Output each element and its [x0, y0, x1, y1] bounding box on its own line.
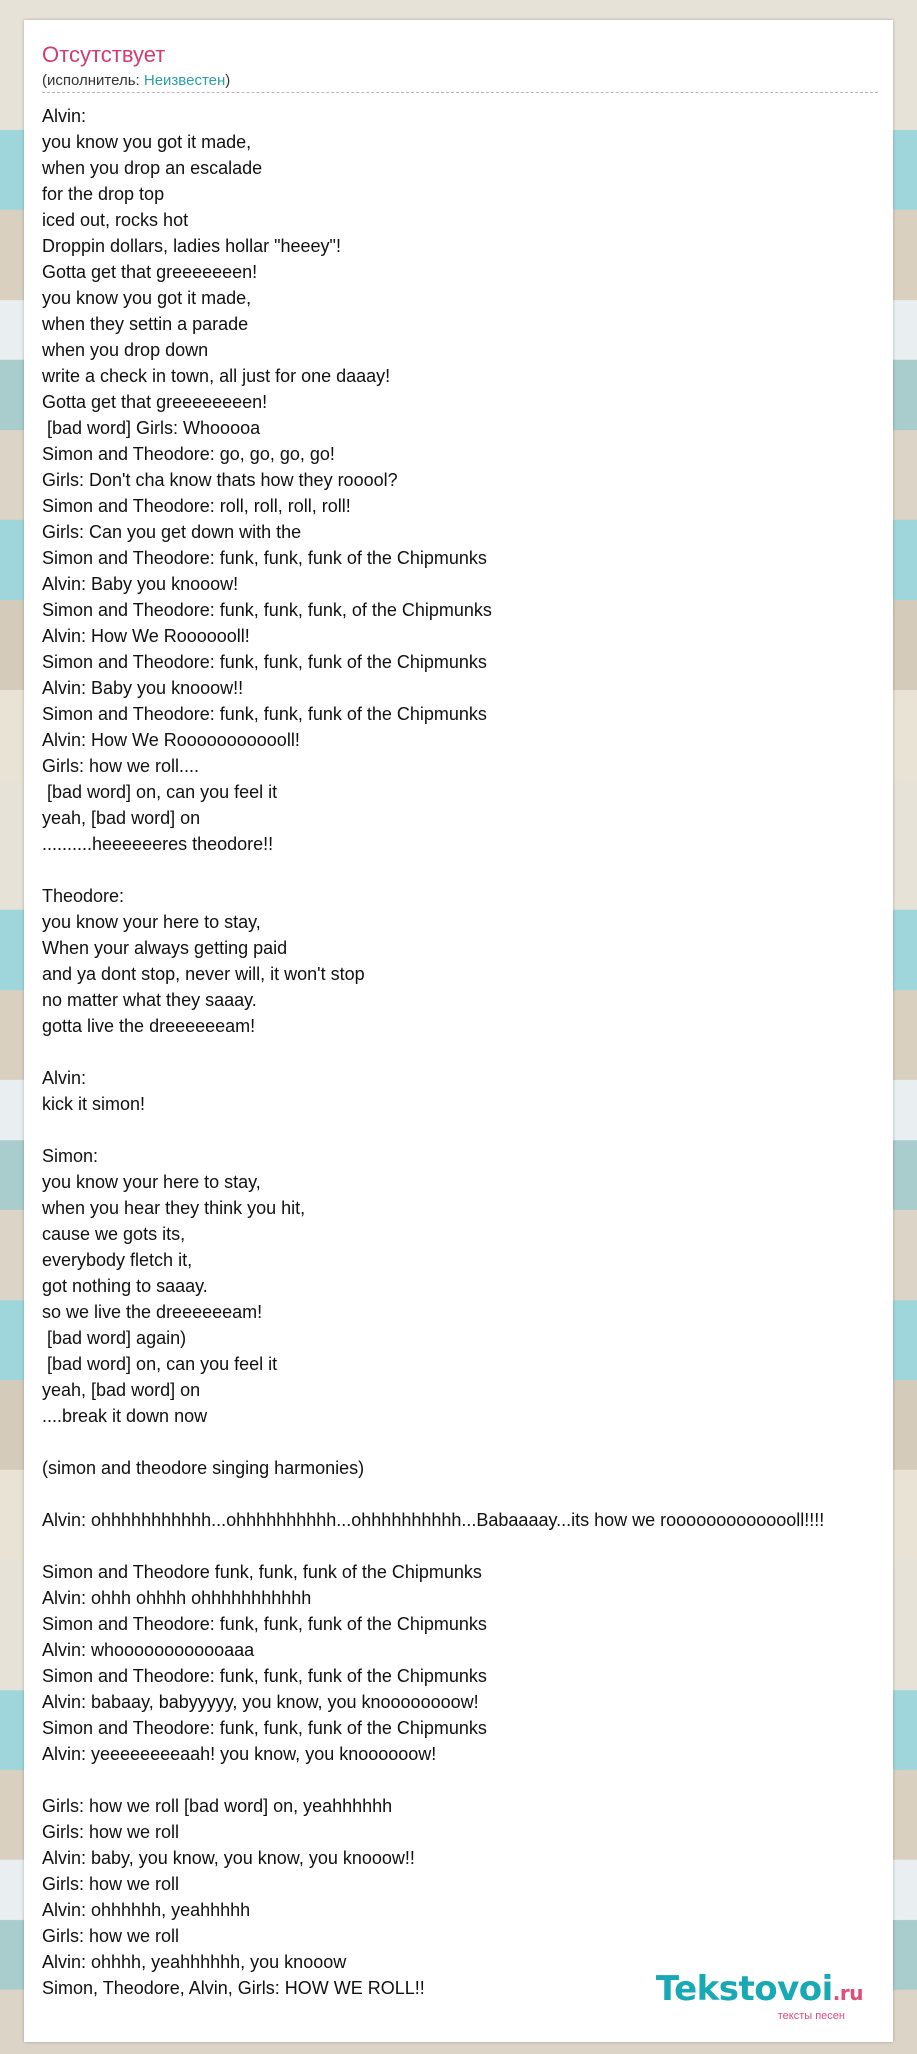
lyric-line	[42, 1533, 917, 1559]
lyric-line: everybody fletch it,	[42, 1250, 193, 1270]
lyric-line: for the drop top	[42, 184, 165, 204]
lyric-line	[42, 1039, 917, 1065]
lyric-line: Gotta get that greeeeeeeen!	[42, 392, 268, 412]
lyric-line: you know your here to stay,	[42, 912, 261, 932]
lyric-line: you know you got it made,	[42, 132, 252, 152]
lyric-line: ....break it down now	[42, 1406, 208, 1426]
lyric-line: Alvin: ohhh ohhhh ohhhhhhhhhhh	[42, 1588, 312, 1608]
lyric-line: [bad word] on, can you feel it	[42, 1354, 278, 1374]
lyric-line: Simon and Theodore: funk, funk, funk of the Chipmunks	[42, 1614, 487, 1634]
lyric-line: yeah, [bad word] on	[42, 808, 201, 828]
lyric-line: when you drop down	[42, 340, 209, 360]
lyric-line: when you hear they think you hit,	[42, 1198, 306, 1218]
lyric-line: Alvin: ohhhh, yeahhhhhh, you knooow	[42, 1952, 347, 1972]
lyric-line: you know your here to stay,	[42, 1172, 261, 1192]
lyric-line: Alvin: yeeeeeeeeaah! you know, you knoooooow!	[42, 1744, 437, 1764]
lyric-line: iced out, rocks hot	[42, 210, 189, 230]
artist-link[interactable]: Неизвестен	[143, 72, 226, 89]
lyric-line: Droppin dollars, ladies hollar "heeey"!	[42, 236, 341, 256]
lyric-line: Girls: how we roll	[42, 1874, 180, 1894]
logo-tagline: тексты песен	[777, 2010, 845, 2022]
lyric-line: write a check in town, all just for one daaay!	[42, 366, 391, 386]
lyric-line: Gotta get that greeeeeeen!	[42, 262, 258, 282]
lyrics-text	[42, 103, 917, 2001]
lyric-line: got nothing to saaay.	[42, 1276, 208, 1296]
logo-tld: .ru	[832, 1981, 863, 2005]
lyric-line: Alvin: How We Roooooooooooll!	[42, 730, 300, 750]
lyric-line: you know you got it made,	[42, 288, 252, 308]
lyric-line: [bad word] Girls: Whooooa	[42, 418, 261, 438]
logo-wordmark	[655, 1969, 863, 2010]
lyric-line: When your always getting paid	[42, 938, 288, 958]
lyric-line: so we live the dreeeeeeam!	[42, 1302, 263, 1322]
lyric-line: Alvin: whoooooooooooaaa	[42, 1640, 255, 1660]
lyric-line	[42, 1117, 917, 1143]
artist-prefix: (исполнитель:	[42, 72, 144, 89]
lyric-line: Simon and Theodore: funk, funk, funk of the Chipmunks	[42, 1666, 487, 1686]
lyric-line: Alvin: baby, you know, you know, you knooow!!	[42, 1848, 415, 1868]
lyric-line: [bad word] again)	[42, 1328, 187, 1348]
lyric-line: Girls: how we roll [bad word] on, yeahhhhhh	[42, 1796, 393, 1816]
artist-suffix: )	[225, 72, 231, 89]
lyric-line: cause we gots its,	[42, 1224, 186, 1244]
lyric-line: Girls: Don't cha know thats how they rooool?	[42, 470, 398, 490]
lyric-line: Girls: Can you get down with the	[42, 522, 302, 542]
lyric-line: Simon and Theodore funk, funk, funk of the Chipmunks	[42, 1562, 482, 1582]
lyric-line: Simon:	[42, 1146, 99, 1166]
lyric-line: Simon and Theodore: funk, funk, funk, of the Chipmunks	[42, 600, 492, 620]
lyric-line: Alvin: How We Rooooooll!	[42, 626, 250, 646]
lyric-line: Alvin:	[42, 1068, 87, 1088]
lyric-line: Girls: how we roll....	[42, 756, 200, 776]
title-divider	[42, 92, 878, 93]
lyric-line	[42, 857, 917, 883]
lyric-line: Alvin: ohhhhhhhhhhh...ohhhhhhhhhh...ohhhhhhhhhh...Babaaaay...its how we roooooooooooooll!!!!	[42, 1510, 825, 1530]
lyric-line: Alvin:	[42, 106, 87, 126]
lyric-line: [bad word] on, can you feel it	[42, 782, 278, 802]
lyric-line: kick it simon!	[42, 1094, 146, 1114]
site-logo[interactable]	[655, 1969, 863, 2022]
lyric-line: ..........heeeeeeres theodore!!	[42, 834, 274, 854]
lyric-line: gotta live the dreeeeeeam!	[42, 1016, 256, 1036]
artist-line	[42, 72, 230, 89]
lyric-line: Alvin: ohhhhhh, yeahhhhh	[42, 1900, 251, 1920]
lyric-line	[42, 1429, 917, 1455]
lyric-line: Simon and Theodore: funk, funk, funk of the Chipmunks	[42, 1718, 487, 1738]
lyric-line: Girls: how we roll	[42, 1926, 180, 1946]
lyric-line: Simon and Theodore: funk, funk, funk of the Chipmunks	[42, 652, 487, 672]
lyric-line: Girls: how we roll	[42, 1822, 180, 1842]
lyric-line: no matter what they saaay.	[42, 990, 257, 1010]
lyric-line: when they settin a parade	[42, 314, 249, 334]
logo-main-text: Tekstovoi	[655, 1969, 833, 2009]
lyric-line: Theodore:	[42, 886, 125, 906]
lyric-line: Simon, Theodore, Alvin, Girls: HOW WE ROLL!!	[42, 1978, 425, 1998]
lyric-line: Alvin: babaay, babyyyyy, you know, you knoooooooow!	[42, 1692, 479, 1712]
lyric-line: (simon and theodore singing harmonies)	[42, 1458, 365, 1478]
lyric-line: Simon and Theodore: roll, roll, roll, roll!	[42, 496, 351, 516]
lyric-line: when you drop an escalade	[42, 158, 263, 178]
lyric-line: Alvin: Baby you knooow!!	[42, 678, 244, 698]
lyric-line	[42, 1767, 917, 1793]
lyric-line: Alvin: Baby you knooow!	[42, 574, 239, 594]
lyric-line: yeah, [bad word] on	[42, 1380, 201, 1400]
lyric-line: Simon and Theodore: go, go, go, go!	[42, 444, 335, 464]
lyric-line: and ya dont stop, never will, it won't stop	[42, 964, 365, 984]
lyric-line: Simon and Theodore: funk, funk, funk of the Chipmunks	[42, 548, 487, 568]
lyrics-page	[24, 20, 893, 2042]
lyric-line: Simon and Theodore: funk, funk, funk of the Chipmunks	[42, 704, 487, 724]
song-title: Отсутствует	[42, 42, 166, 67]
lyric-line	[42, 1481, 917, 1507]
